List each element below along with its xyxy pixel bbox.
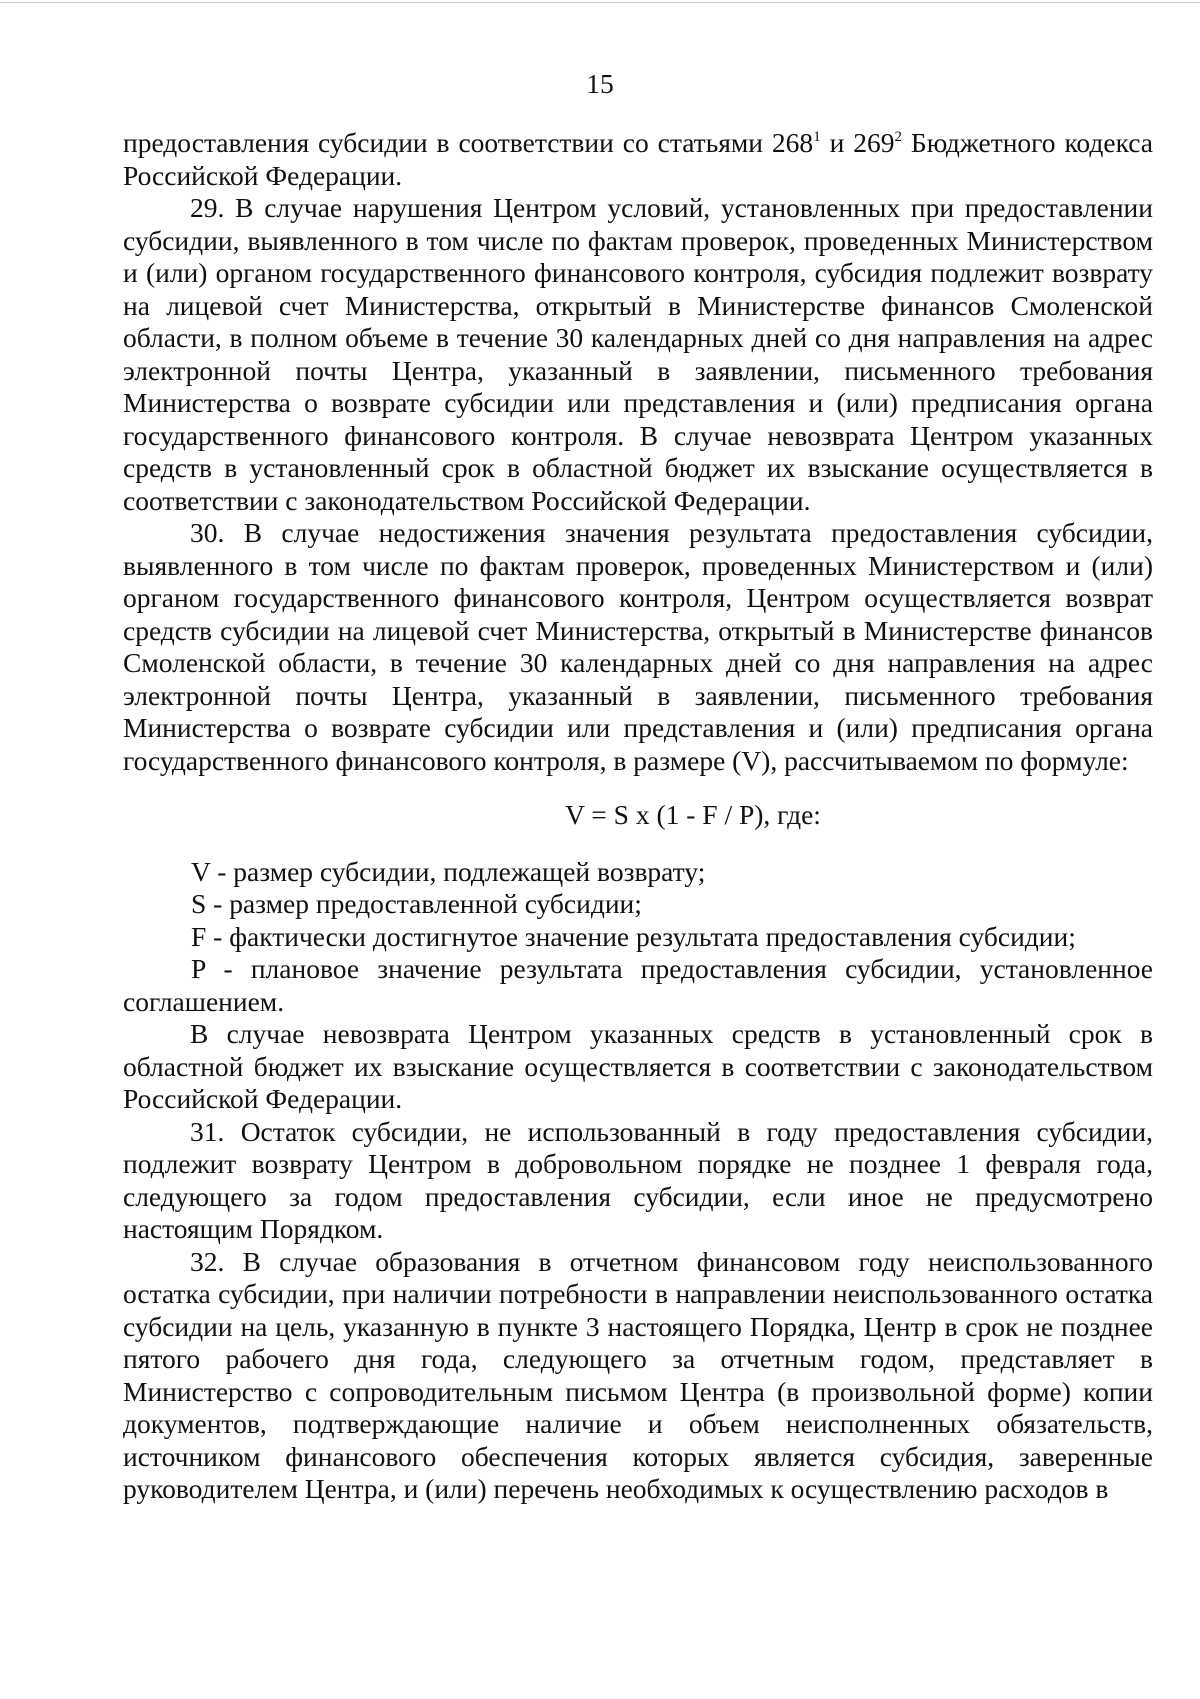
intro-text-part: и 269	[820, 127, 895, 158]
definition-v: V - размер субсидии, подлежащей возврату;	[191, 855, 706, 887]
paragraph-31: 31. Остаток субсидии, не использованный в году предоставления субсидии, подлежит возврату Центром в добровольном порядке не позднее 1 февраля года, следующего за годом предоставления субсидии, если иное не предусмотрено настоящим Порядком.	[123, 1115, 1153, 1244]
page-top-edge	[0, 2, 1200, 3]
document-body	[123, 127, 1153, 1506]
intro-paragraph	[123, 127, 1153, 192]
footnote-superscript: 2	[894, 129, 902, 145]
formula: V = S x (1 - F / P), где:	[565, 799, 821, 830]
paragraph-return: В случае невозврата Центром указанных средств в установленный срок в областной бюджет их взыскание осуществляется в соответствии с законодательством Российской Федерации.	[123, 1018, 1153, 1114]
definition-f: F - фактически достигнутое значение результата предоставления субсидии;	[191, 920, 1076, 952]
paragraph-30: 30. В случае недостижения значения результата предоставления субсидии, выявленного в том числе по фактам проверок, проведенных Министерством и (или) органом государственного финансового контроля, Центром осуществляется возврат средств субсидии на лицевой счет Министерства, открытый в Министерстве финансов Смоленской области, в течение 30 календарных дней со дня направления на адрес электронной почты Центра, указанный в заявлении, письменного требования Министерства о возврате субсидии или представления и (или) предписания органа государственного финансового контроля, в размере (V), рассчитываемом по формуле:	[123, 517, 1153, 776]
intro-text-part: Бюджетного кодекса Российской Федерации.	[123, 127, 1153, 191]
definition-s: S - размер предоставленной субсидии;	[191, 888, 642, 919]
paragraph-32: 32. В случае образования в отчетном финансовом году неиспользованного остатка субсидии, при наличии потребности в направлении неиспользованного остатка субсидии на цель, указанную в пункте 3 настоящего Порядка, Центр в срок не позднее пятого рабочего дня года, следующего за отчетным годом, представляет в Министерство с сопроводительным письмом Центра (в произвольной форме) копии документов, подтверждающие наличие и объем неисполненных обязательств, источником финансового обеспечения которых является субсидия, заверенные руководителем Центра, и (или) перечень необходимых к осуществлению расходов в	[123, 1245, 1153, 1504]
paragraph-29: 29. В случае нарушения Центром условий, установленных при предоставлении субсидии, выявленного в том числе по фактам проверок, проведенных Министерством и (или) органом государственного финансового контроля, субсидия подлежит возврату на лицевой счет Министерства, открытый в Министерстве финансов Смоленской области, в полном объеме в течение 30 календарных дней со дня направления на адрес электронной почты Центра, указанный в заявлении, письменного требования Министерства о возврате субсидии или представления и (или) предписания органа государственного финансового контроля. В случае невозврата Центром указанных средств в установленный срок в областной бюджет их взыскание осуществляется в соответствии с законодательством Российской Федерации.	[123, 192, 1153, 516]
footnote-superscript: 1	[813, 129, 821, 145]
page-number: 15	[586, 68, 614, 99]
intro-text-part: предоставления субсидии в соответствии со статьями 268	[123, 127, 814, 158]
definition-p: P - плановое значение результата предоставления субсидии, установленное соглашением.	[123, 953, 1153, 1017]
